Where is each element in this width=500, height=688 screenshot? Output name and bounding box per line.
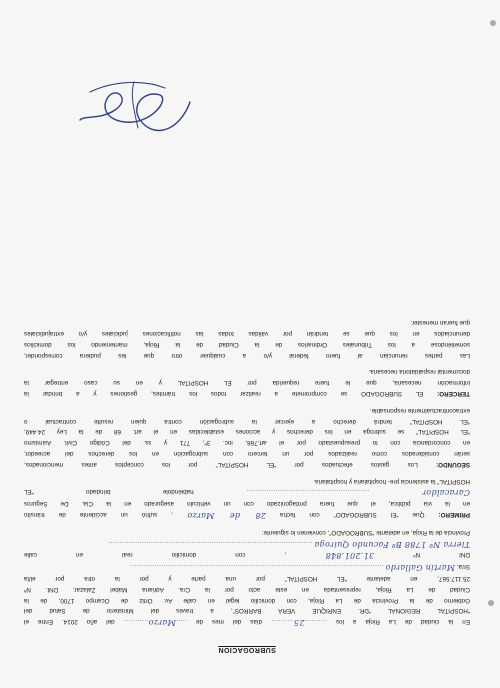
intro-line-8: Tierra Nº 1788 Bº Facundo Quiroga ........................................................................................... xyxy=(107,539,470,549)
primero-line-1: PRIMERO: Que “El SUBROGADO” con fecha 28 de Marzo , sufrió un accidente de tránsito xyxy=(24,511,470,521)
primero-label: PRIMERO: xyxy=(438,511,470,519)
tercero-line-3: documental respaldatoria necesaria. xyxy=(368,368,470,376)
closing-line-1: Las partes renuncian al fuero federal y/o a cualquier otro que les pudiera corresponder, xyxy=(24,351,470,359)
handwritten-day: 25 xyxy=(293,618,305,628)
segundo-line-6: extracontractualmente responsable. xyxy=(369,406,470,414)
handwritten-insurer: Caracaldor xyxy=(421,488,470,498)
closing-line-4: que fueran menester. xyxy=(410,319,470,327)
document-title: SUBROGACION xyxy=(218,646,276,653)
closing-line-2: sometiéndose a los Tribunales Ordinarios de la Ciudad de la Rioja, manteniendo los domicilios xyxy=(24,340,470,348)
tercero-line-1: TERCERO: EL SUBROGADO se compromete a realizar todos los trámites, gestiones y a brindar la xyxy=(24,390,470,398)
intro-line-3: Gobierno de la Provincia de La Rioja, con domicilio legal en calle Av. Ortiz de Ocampo 1700, de la xyxy=(24,596,470,604)
intro-line-7: DNI Nº 31.201.848 , con domicilio real en calle xyxy=(24,551,470,561)
handwritten-month: Marzo xyxy=(148,618,176,628)
primero-line-3: Caracaldor ....................................................... habiéndole brindado “EL xyxy=(24,488,470,498)
handwritten-signature xyxy=(70,70,200,150)
intro-line-9: Provincia de la Rioja, en adelante “SUBROGADO”, convienen lo siguiente: xyxy=(261,528,470,536)
tercero-label: TERCERO: xyxy=(437,390,470,398)
handwritten-dni: 31.201.848 xyxy=(325,551,375,561)
scan-punch-mark-top xyxy=(490,20,496,26)
primero-line-2: en la vía pública, el que fuera protagonizado con un vehículo asegurado en la Cía. De Seguros xyxy=(24,500,470,508)
handwritten-name: Martín Gallardo xyxy=(385,563,455,573)
segundo-line-3: en concordancia con lo presupuestado por el art.768, inc. 3º, 771 y ss. del Código Civil. Asimismo xyxy=(24,439,470,447)
handwritten-date: 28 de Marzo xyxy=(187,511,266,521)
segundo-line-5: “EL HOSPITAL” tendrá derecho a ejercer la subrogación contra quien resulte contractual o xyxy=(24,417,470,425)
intro-line-5: 25.117.567, en adelante “EL HOSPITAL” por una parte y por la otra por el/la xyxy=(24,575,470,583)
segundo-label: SEGUNDO: xyxy=(436,460,470,468)
segundo-line-1: SEGUNDO: Los gastos efectuados por “EL HOSPITAL” por los conceptos antes mencionados, xyxy=(24,460,470,468)
intro-line-1: En la ciudad de La Rioja a los ..........25.......... días del mes de .....Marzo........... del año 2014. Entre el xyxy=(24,618,470,628)
handwritten-address: Tierra Nº 1788 Bº Facundo Quiroga xyxy=(314,539,470,549)
primero-line-4: HOSPITAL” la asistencia pre- hospitalaria y hospitalaria. xyxy=(313,477,470,485)
intro-line-2: “HOSPITAL REGIONAL “DR. ENRIQUE VERA BARROS”, a través del Ministerio de Salud del xyxy=(24,607,470,615)
document-body xyxy=(24,316,470,654)
closing-line-3: denunciados en los que se tendrán por válidas todas las notificaciones judiciales y/o extrajudiciales xyxy=(24,330,470,338)
scan-punch-mark-bottom xyxy=(488,600,494,606)
tercero-line-2: información necesaria, que le fuere requerida por EL HOSPITAL y en su caso entregar la xyxy=(24,379,470,387)
intro-line-4: Ciudad de La Rioja, representada en este acto por la Cra. Adriana Mabel Zalazar, DNI. Nº xyxy=(24,585,470,593)
segundo-line-2: serán considerados como realizados por un tercero con subrogación en los derechos del acreedor, xyxy=(24,450,470,458)
segundo-line-4: “EL HOSPITAL” se subroga en los derechos y acciones establecidas en el art. 68 de la Ley 24.449, xyxy=(24,428,470,436)
intro-line-6: Sr/a. Martín Gallardo ................................................................................................................. xyxy=(129,563,470,573)
